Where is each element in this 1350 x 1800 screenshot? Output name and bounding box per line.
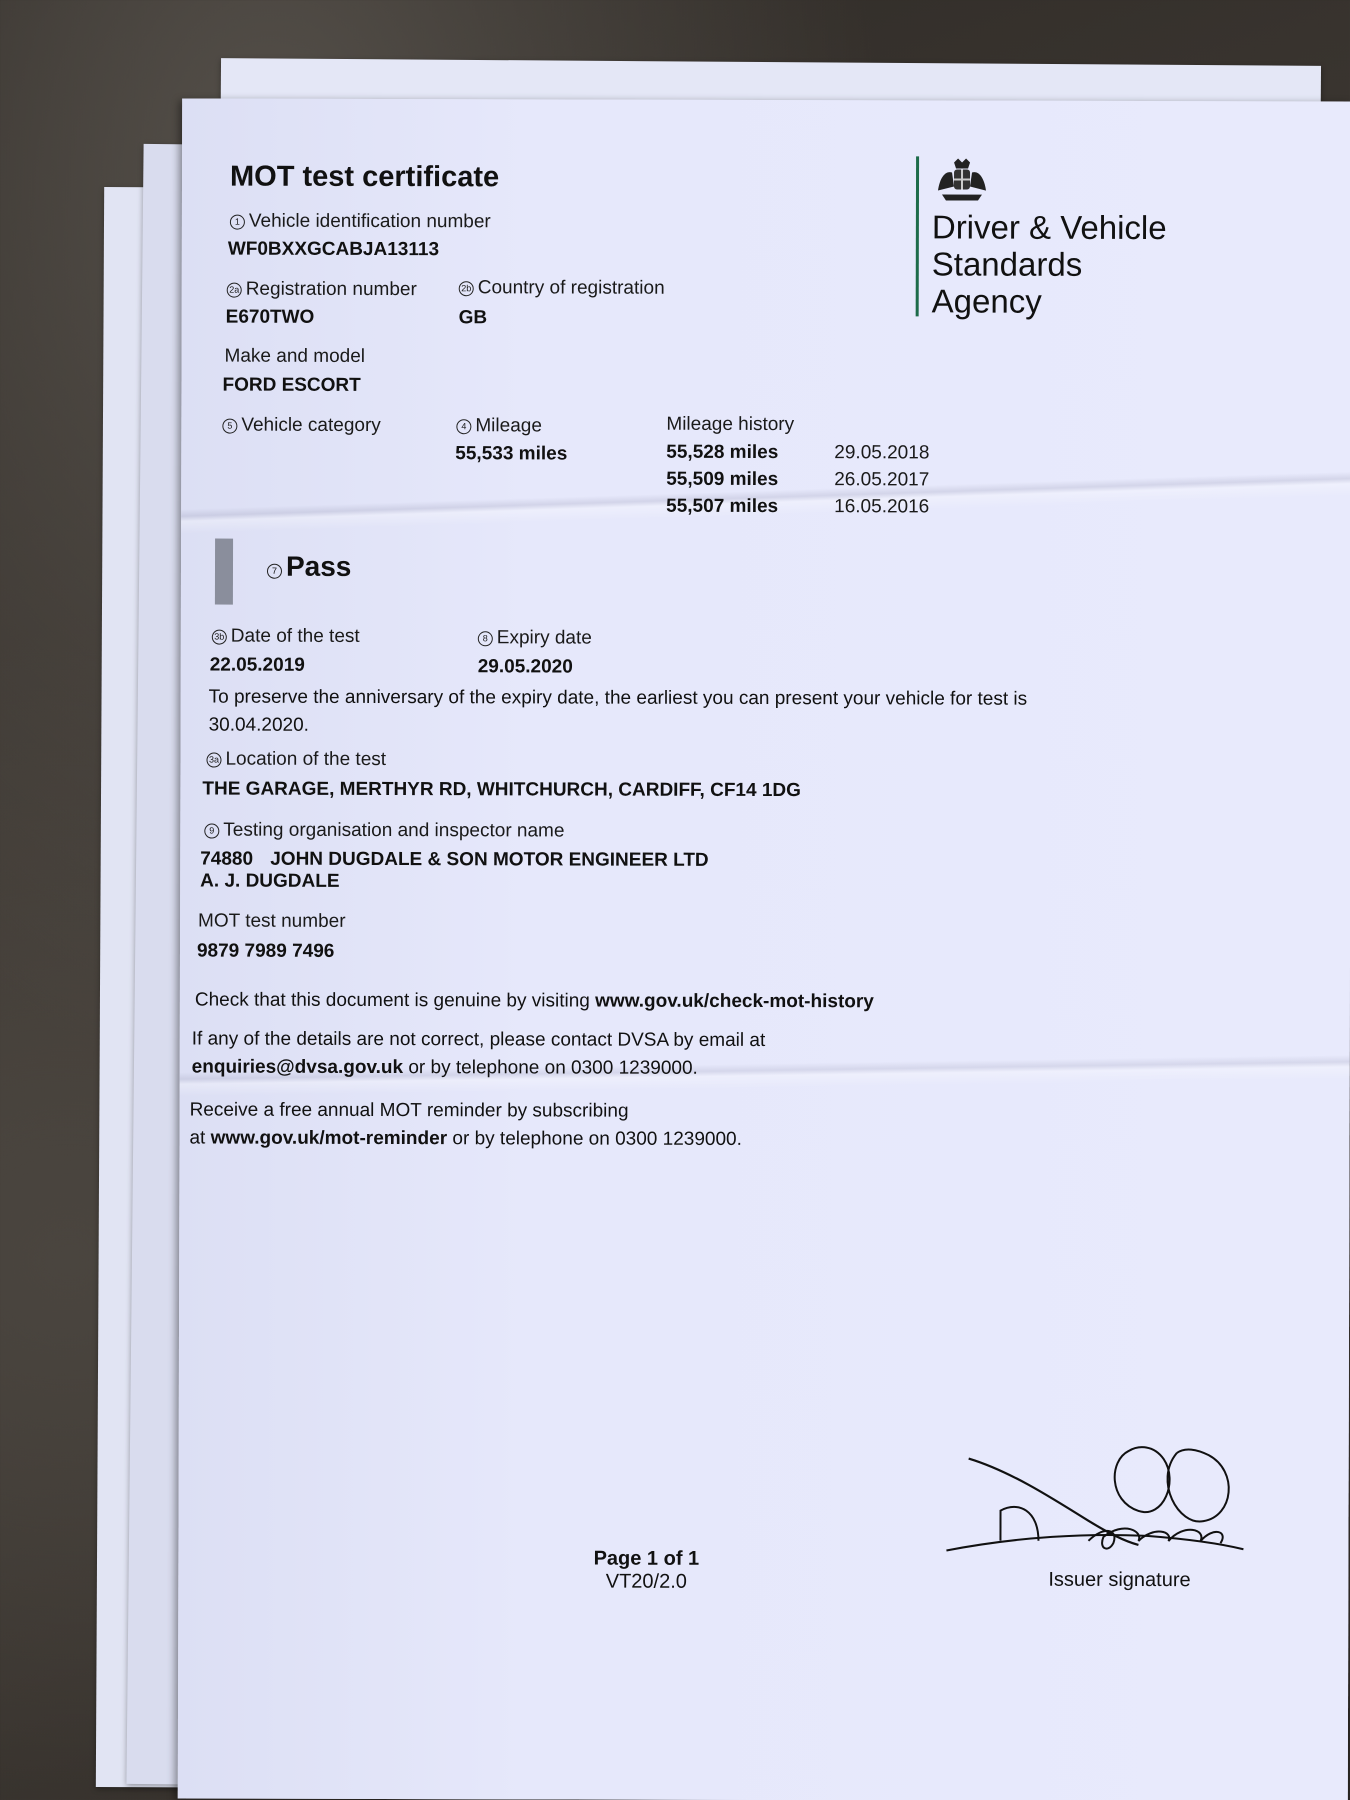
field-number-badge: 8 xyxy=(478,631,493,646)
anniversary-note-line: 30.04.2020. xyxy=(208,714,309,736)
organisation-label: 9 Testing organisation and inspector name xyxy=(204,820,564,843)
history-miles: 55,509 miles xyxy=(666,468,779,491)
mileage-history-row xyxy=(666,496,929,524)
field-number-badge: 9 xyxy=(204,824,219,839)
mileage-history-table xyxy=(666,442,929,524)
reminder-notice xyxy=(189,1096,742,1153)
organisation-code: 74880 xyxy=(200,848,254,870)
test-number-value: 9879 7989 7496 xyxy=(196,940,335,962)
mileage-history-row xyxy=(666,442,929,470)
test-result: 7 Pass xyxy=(267,551,351,583)
mileage-history-label: Mileage history xyxy=(666,413,795,436)
page-title: MOT test certificate xyxy=(229,160,500,194)
history-date: 16.05.2016 xyxy=(834,496,930,518)
agency-name-line: Standards xyxy=(931,245,1083,283)
field-number-badge: 7 xyxy=(267,564,282,579)
field-number-badge: 2b xyxy=(459,281,474,296)
make-model-label: Make and model xyxy=(224,345,366,367)
organisation-name: JOHN DUGDALE & SON MOTOR ENGINEER LTD xyxy=(270,848,709,871)
mileage-label: 4 Mileage xyxy=(456,415,542,437)
mot-certificate-page xyxy=(178,98,1350,1800)
check-mot-history-link[interactable]: www.gov.uk/check-mot-history xyxy=(595,990,874,1013)
anniversary-note xyxy=(209,684,1209,743)
field-number-badge: 3a xyxy=(206,753,221,768)
test-number-label: MOT test number xyxy=(198,910,346,932)
location-label: 3a Location of the test xyxy=(206,749,386,771)
agency-name-line: Driver & Vehicle xyxy=(931,208,1167,247)
reminder-line: Receive a free annual MOT reminder by subscribing xyxy=(189,1099,629,1122)
check-text: Check that this document is genuine by visiting xyxy=(194,989,590,1012)
agency-name xyxy=(932,208,1167,320)
history-miles: 55,528 miles xyxy=(666,441,779,464)
field-number-badge: 5 xyxy=(222,419,237,434)
history-miles: 55,507 miles xyxy=(666,495,779,518)
country-value: GB xyxy=(458,307,488,329)
expiry-date-label: 8 Expiry date xyxy=(478,627,592,649)
history-date: 29.05.2018 xyxy=(834,442,930,464)
agency-rule xyxy=(916,156,919,316)
anniversary-note-line: To preserve the anniversary of the expiry date, the earliest you can present your vehicle for test is xyxy=(208,686,1028,710)
inspector-name: A. J. DUGDALE xyxy=(200,870,340,892)
test-date-value: 22.05.2019 xyxy=(209,654,305,676)
contact-notice xyxy=(192,1025,766,1083)
registration-label: 2a Registration number xyxy=(227,279,417,301)
contact-line: If any of the details are not correct, please contact DVSA by email at xyxy=(191,1028,766,1052)
royal-crest-icon xyxy=(932,156,992,207)
check-notice xyxy=(195,987,874,1017)
contact-phone: or by telephone on 0300 1239000. xyxy=(408,1057,698,1079)
mileage-history-row xyxy=(666,469,929,497)
mot-reminder-link[interactable]: www.gov.uk/mot-reminder xyxy=(210,1127,448,1150)
reminder-phone: or by telephone on 0300 1239000. xyxy=(452,1128,742,1150)
location-value: THE GARAGE, MERTHYR RD, WHITCHURCH, CARDIFF, CF14 1DG xyxy=(202,778,801,802)
issuer-signature-image xyxy=(938,1440,1268,1586)
field-number-badge: 1 xyxy=(230,215,245,230)
vin-value: WF0BXXGCABJA13113 xyxy=(227,238,440,261)
reminder-prefix: at xyxy=(189,1127,206,1149)
vin-label: 1 Vehicle identification number xyxy=(230,211,491,234)
page-number: Page 1 of 1 xyxy=(593,1547,700,1570)
country-label: 2b Country of registration xyxy=(459,277,665,300)
agency-name-line: Agency xyxy=(931,282,1042,320)
contact-email-link[interactable]: enquiries@dvsa.gov.uk xyxy=(191,1056,404,1079)
mileage-value: 55,533 miles xyxy=(455,443,568,465)
form-code: VT20/2.0 xyxy=(605,1570,687,1593)
organisation-value xyxy=(200,849,708,872)
result-marker xyxy=(215,539,233,605)
history-date: 26.05.2017 xyxy=(834,469,930,491)
make-model-value: FORD ESCORT xyxy=(222,374,361,396)
page-footer xyxy=(546,1547,746,1594)
signature-label: Issuer signature xyxy=(1048,1568,1191,1592)
vehicle-category-label: 5 Vehicle category xyxy=(222,415,380,437)
field-number-badge: 4 xyxy=(456,419,471,434)
field-number-badge: 2a xyxy=(227,283,242,298)
field-number-badge: 3b xyxy=(212,630,227,645)
expiry-date-value: 29.05.2020 xyxy=(477,656,573,678)
registration-value: E670TWO xyxy=(225,306,315,328)
test-date-label: 3b Date of the test xyxy=(212,626,360,648)
